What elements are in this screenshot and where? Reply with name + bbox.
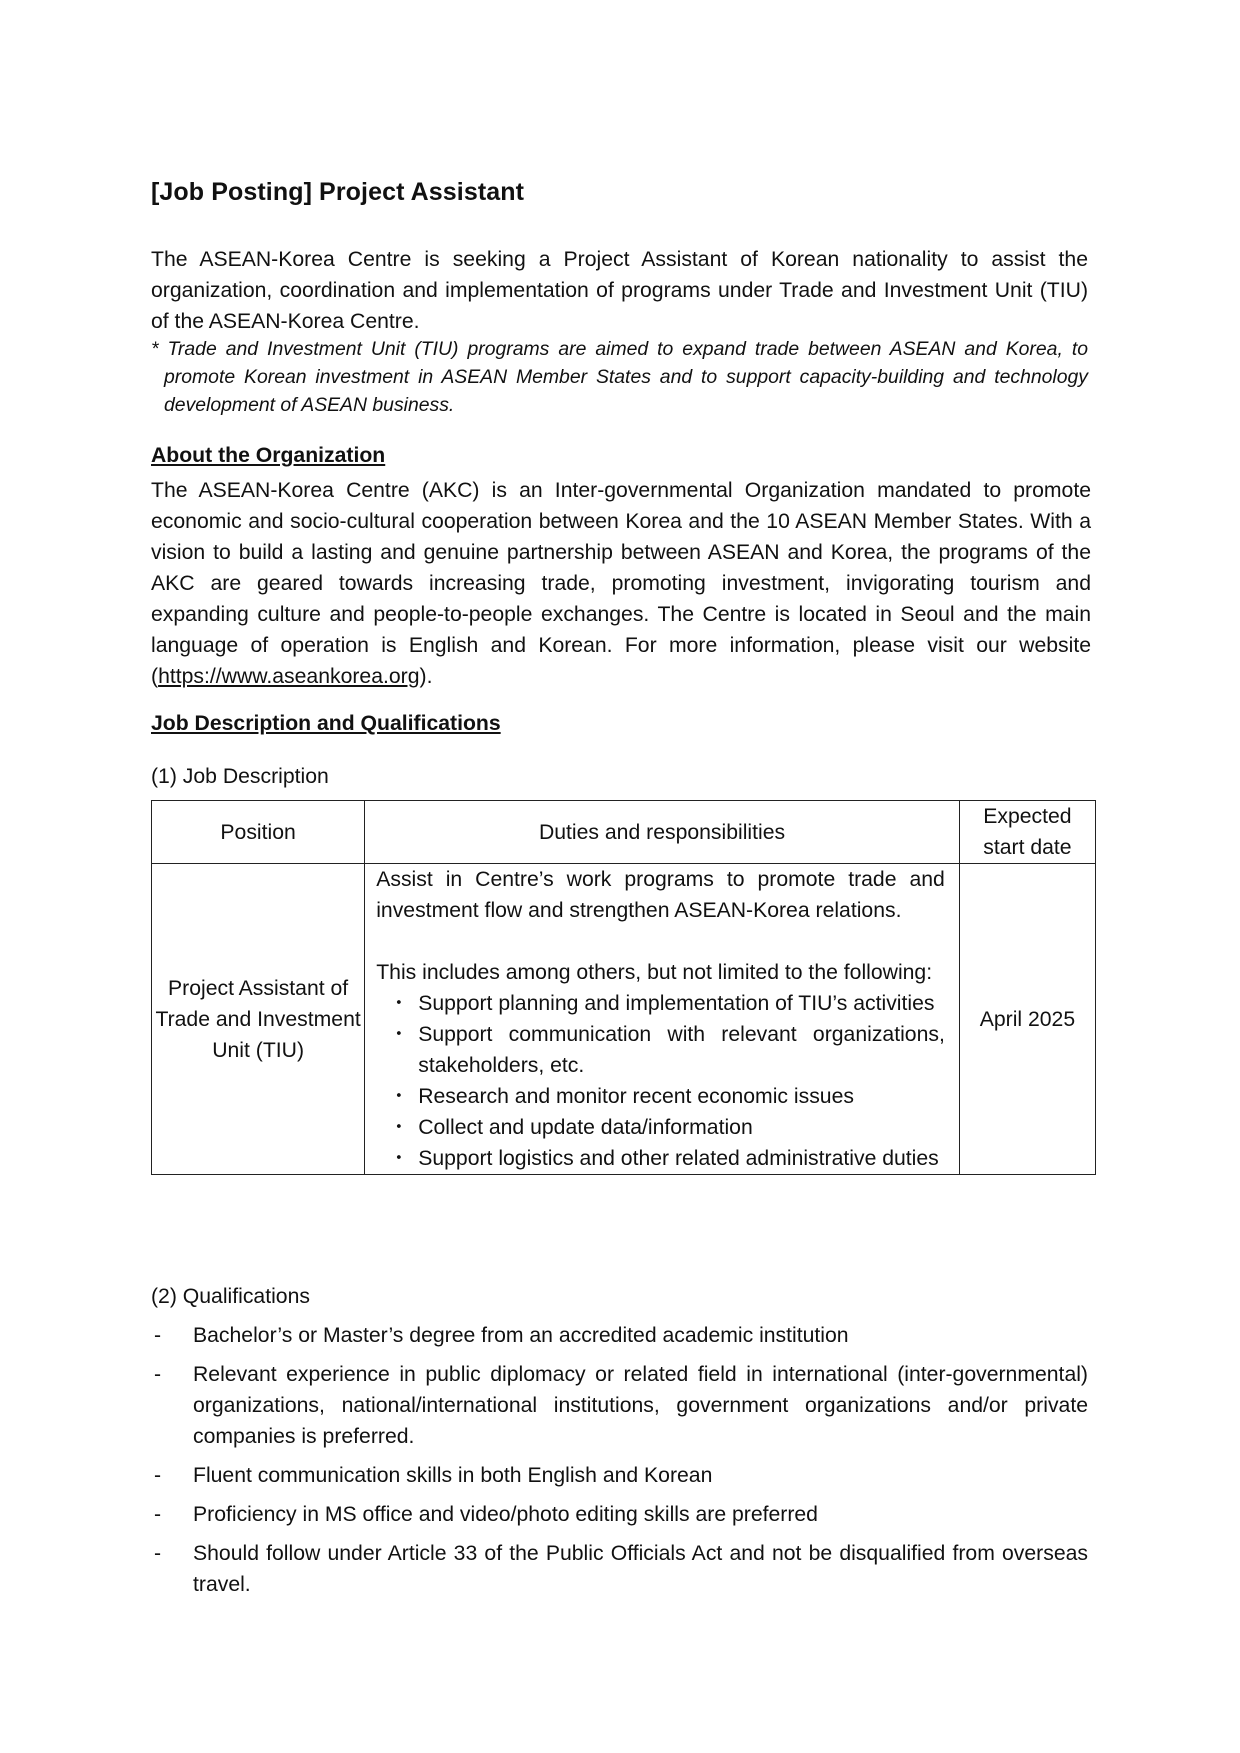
dash-bullet-icon: -: [154, 1363, 162, 1386]
start-date-cell: April 2025: [959, 864, 1095, 1175]
dash-bullet-icon: -: [154, 1503, 162, 1526]
table-row: [152, 864, 1096, 1175]
qualification-item: [151, 1359, 1088, 1452]
qualifications-list: [151, 1320, 1088, 1608]
duties-list: [376, 988, 945, 1174]
qualification-item: [151, 1460, 1088, 1491]
duty-item: [376, 1019, 945, 1081]
dash-bullet-icon: -: [154, 1464, 162, 1487]
qualification-text: Should follow under Article 33 of the Public Officials Act and not be disqualified from overseas travel.: [193, 1542, 1088, 1596]
page-title: [Job Posting] Project Assistant: [151, 178, 525, 206]
duties-intro: Assist in Centre’s work programs to promote trade and investment flow and strengthen ASEAN-Korea relations.: [376, 868, 945, 922]
job-section-heading: Job Description and Qualifications: [151, 712, 501, 735]
job-description-label: (1) Job Description: [151, 765, 329, 788]
about-body-text: The ASEAN-Korea Centre (AKC) is an Inter-governmental Organization mandated to promote economic and socio-cultural cooperation between Korea and the 10 ASEAN Member States. With a vision to build a lasting and genuine partnership between ASEAN and Korea, the programs of the AKC are geared towards increasing trade, promoting investment, invigorating tourism and expanding culture and people-to-people exchanges. The Centre is located in Seoul and the main language of operation is English and Korean. For more: [151, 479, 1091, 657]
bullet-icon: ・: [388, 1147, 410, 1170]
qualification-text: Bachelor’s or Master’s degree from an accredited academic institution: [193, 1324, 849, 1347]
header-position: Position: [152, 801, 365, 864]
duty-item-text: Support logistics and other related administrative duties: [418, 1147, 939, 1170]
duties-lead: This includes among others, but not limited to the following:: [376, 961, 933, 984]
bullet-icon: ・: [388, 992, 410, 1015]
duties-cell: [365, 864, 960, 1175]
qualification-item: [151, 1499, 1088, 1530]
duty-item: [376, 1081, 945, 1112]
website-link[interactable]: https://www.aseankorea.org: [158, 665, 420, 688]
dash-bullet-icon: -: [154, 1542, 162, 1565]
duty-item-text: Research and monitor recent economic issues: [418, 1085, 854, 1108]
duty-item: [376, 988, 945, 1019]
qualification-text: Proficiency in MS office and video/photo editing skills are preferred: [193, 1503, 818, 1526]
qualification-item: [151, 1320, 1088, 1351]
dash-bullet-icon: -: [154, 1324, 162, 1347]
duty-item-text: Support planning and implementation of TIU’s activities: [418, 992, 935, 1015]
table-header-row: [152, 801, 1096, 864]
tiu-note: * Trade and Investment Unit (TIU) programs are aimed to expand trade between ASEAN and Korea, to promote Korean investment in ASEAN Member States and to support capacity-building and technology development of ASEAN business.: [151, 338, 1088, 416]
header-duties: Duties and responsibilities: [365, 801, 960, 864]
bullet-icon: ・: [388, 1116, 410, 1139]
qualification-text: Relevant experience in public diplomacy or related field in international (inter-governmental) organizations, national/international institutions, government organizations and/or private companies is preferred.: [193, 1363, 1088, 1448]
about-last-line-prefix: information, please visit our website (: [151, 634, 1091, 688]
duty-item: [376, 1143, 945, 1174]
intro-paragraph: The ASEAN-Korea Centre is seeking a Project Assistant of Korean nationality to assist the organization, coordination and implementation of programs under Trade and Investment Unit (TIU) of the ASEAN-Korea Centre.: [151, 248, 1088, 333]
about-paragraph: [151, 475, 1091, 692]
header-start-date: Expected start date: [959, 801, 1095, 864]
qualification-text: Fluent communication skills in both English and Korean: [193, 1464, 713, 1487]
qualifications-label: (2) Qualifications: [151, 1285, 310, 1308]
about-last-line-suffix: ).: [419, 665, 433, 688]
qualification-item: [151, 1538, 1088, 1600]
job-description-table: [151, 800, 1096, 1175]
bullet-icon: ・: [388, 1085, 410, 1108]
position-cell: Project Assistant of Trade and Investment Unit (TIU): [152, 864, 365, 1175]
duty-item-text: Support communication with relevant organizations, stakeholders, etc.: [418, 1023, 945, 1077]
about-heading: About the Organization: [151, 444, 386, 467]
duty-item-text: Collect and update data/information: [418, 1116, 753, 1139]
bullet-icon: ・: [388, 1023, 410, 1046]
duty-item: [376, 1112, 945, 1143]
